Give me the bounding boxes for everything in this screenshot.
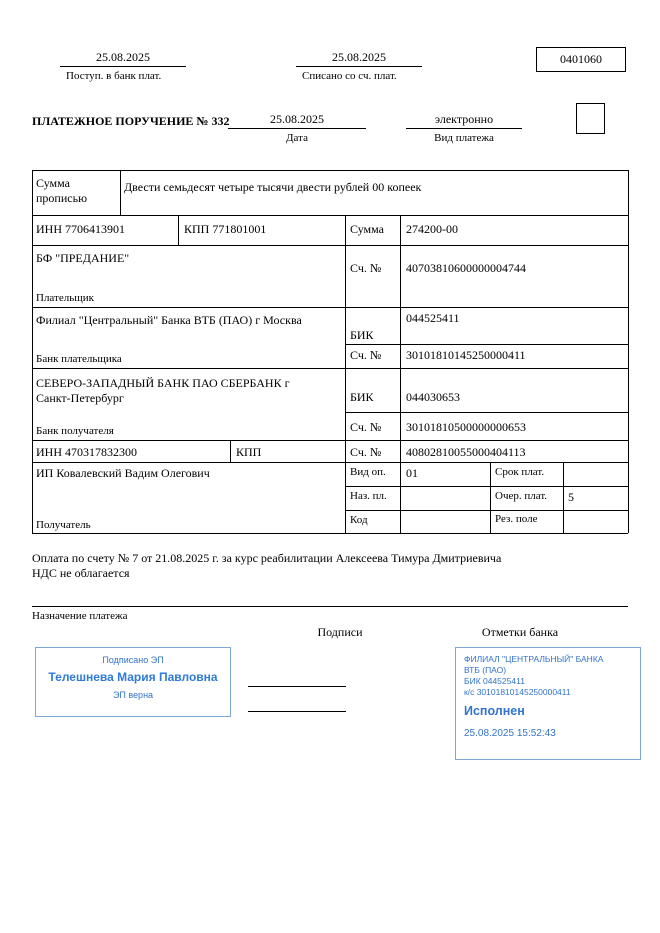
payer-name: БФ "ПРЕДАНИЕ" bbox=[36, 251, 130, 265]
payee-bank-corr-account: 30101810500000000653 bbox=[406, 420, 526, 434]
signer-name: Телешнева Мария Павловна bbox=[48, 670, 218, 684]
payer-account-label: Сч. № bbox=[350, 261, 382, 275]
grid-line bbox=[32, 533, 628, 534]
payee-section-label: Получатель bbox=[36, 519, 91, 531]
reserve-box bbox=[576, 103, 605, 134]
received-date-underline bbox=[60, 66, 186, 67]
ocher-plat-label: Очер. плат. bbox=[495, 490, 548, 502]
document-date-label: Дата bbox=[286, 132, 308, 144]
bank-stamp bbox=[455, 647, 641, 760]
grid-line bbox=[345, 486, 628, 487]
bank-stamp-line2: ВТБ (ПАО) bbox=[464, 665, 507, 675]
payer-bank-corr-account: 30101810145250000411 bbox=[406, 348, 526, 362]
amount-words-value: Двести семьдесят четыре тысячи двести рублей 00 копеек bbox=[124, 180, 422, 194]
payer-bank-name: Филиал "Центральный" Банка ВТБ (ПАО) г Москва bbox=[36, 313, 302, 327]
bank-stamp-line3: БИК 044525411 bbox=[464, 676, 525, 686]
debited-date-label: Списано со сч. плат. bbox=[302, 70, 397, 82]
grid-line bbox=[230, 440, 231, 462]
bank-marks-caption: Отметки банка bbox=[481, 625, 559, 639]
grid-line bbox=[32, 462, 628, 463]
signatures-caption: Подписи bbox=[317, 625, 363, 639]
payer-bank-section-label: Банк плательщика bbox=[36, 353, 122, 365]
grid-line bbox=[32, 170, 628, 171]
payer-section-label: Плательщик bbox=[36, 292, 94, 304]
grid-line bbox=[120, 170, 121, 215]
payer-bank-bik-label: БИК bbox=[350, 328, 374, 342]
purpose-line1: Оплата по счету № 7 от 21.08.2025 г. за курс реабилитации Алексеева Тимура Дмитриевича bbox=[32, 551, 502, 565]
document-date: 25.08.2025 bbox=[270, 112, 324, 126]
rez-pole-label: Рез. поле bbox=[495, 513, 538, 525]
kod-label: Код bbox=[350, 514, 368, 526]
sum-label: Сумма bbox=[350, 222, 384, 236]
received-date: 25.08.2025 bbox=[96, 50, 150, 64]
payee-account-label: Сч. № bbox=[350, 445, 382, 459]
signature-line bbox=[248, 686, 346, 687]
grid-line bbox=[345, 510, 628, 511]
grid-line bbox=[345, 215, 346, 533]
grid-line bbox=[490, 462, 491, 533]
payee-kpp-label: КПП bbox=[236, 445, 262, 459]
payee-account: 40802810055000404113 bbox=[406, 445, 526, 459]
signature-stamp-caption: Подписано ЭП bbox=[102, 655, 164, 665]
bank-stamp-line1: ФИЛИАЛ "ЦЕНТРАЛЬНЫЙ" БАНКА bbox=[464, 654, 604, 664]
form-code-box: 0401060 bbox=[536, 47, 626, 72]
grid-line bbox=[345, 412, 628, 413]
grid-line bbox=[32, 245, 628, 246]
received-date-label: Поступ. в банк плат. bbox=[66, 70, 162, 82]
signature-stamp bbox=[35, 647, 231, 717]
purpose-label: Назначение платежа bbox=[32, 610, 128, 622]
grid-line bbox=[345, 344, 628, 345]
grid-line bbox=[628, 170, 629, 533]
grid-line bbox=[32, 215, 628, 216]
payee-bank-section-label: Банк получателя bbox=[36, 425, 114, 437]
debited-date-underline bbox=[296, 66, 422, 67]
bank-stamp-status: Исполнен bbox=[464, 704, 525, 718]
grid-line bbox=[32, 368, 628, 369]
document-date-underline bbox=[228, 128, 366, 129]
payer-kpp: КПП 771801001 bbox=[184, 222, 267, 236]
payee-bank-corr-label: Сч. № bbox=[350, 420, 382, 434]
payee-bank-bik: 044030653 bbox=[406, 390, 460, 404]
sum-value: 274200-00 bbox=[406, 222, 458, 236]
purpose-underline bbox=[32, 606, 628, 607]
document-title: ПЛАТЕЖНОЕ ПОРУЧЕНИЕ № 332 bbox=[32, 114, 230, 128]
debited-date: 25.08.2025 bbox=[332, 50, 386, 64]
payer-bank-bik: 044525411 bbox=[406, 311, 460, 325]
signature-valid-caption: ЭП верна bbox=[112, 690, 154, 700]
grid-line bbox=[32, 170, 33, 533]
payer-inn: ИНН 7706413901 bbox=[36, 222, 125, 236]
signature-line bbox=[248, 711, 346, 712]
grid-line bbox=[400, 215, 401, 533]
vid-op-label: Вид оп. bbox=[350, 466, 386, 478]
payee-bank-bik-label: БИК bbox=[350, 390, 374, 404]
srok-plat-label: Срок плат. bbox=[495, 466, 545, 478]
bank-stamp-line4: к/с 30101810145250000411 bbox=[464, 687, 571, 697]
payment-kind-label: Вид платежа bbox=[434, 132, 494, 144]
payee-inn: ИНН 470317832300 bbox=[36, 445, 137, 459]
grid-line bbox=[563, 462, 564, 533]
naz-pl-label: Наз. пл. bbox=[350, 490, 387, 502]
ocher-plat-value: 5 bbox=[568, 490, 574, 504]
payee-name: ИП Ковалевский Вадим Олегович bbox=[36, 466, 210, 480]
payer-bank-corr-label: Сч. № bbox=[350, 348, 382, 362]
payee-bank-name: СЕВЕРО-ЗАПАДНЫЙ БАНК ПАО СБЕРБАНК г Санкт-Петербург bbox=[36, 376, 290, 405]
grid-line bbox=[178, 215, 179, 245]
payment-kind-value: электронно bbox=[434, 112, 494, 126]
grid-line bbox=[32, 307, 628, 308]
payment-kind-underline bbox=[406, 128, 522, 129]
vid-op-value: 01 bbox=[406, 466, 418, 480]
payer-account: 40703810600000004744 bbox=[406, 261, 526, 275]
amount-words-label: Сумма прописью bbox=[36, 176, 88, 205]
grid-line bbox=[32, 440, 628, 441]
bank-stamp-datetime: 25.08.2025 15:52:43 bbox=[464, 728, 556, 739]
purpose-line2: НДС не облагается bbox=[32, 566, 130, 580]
